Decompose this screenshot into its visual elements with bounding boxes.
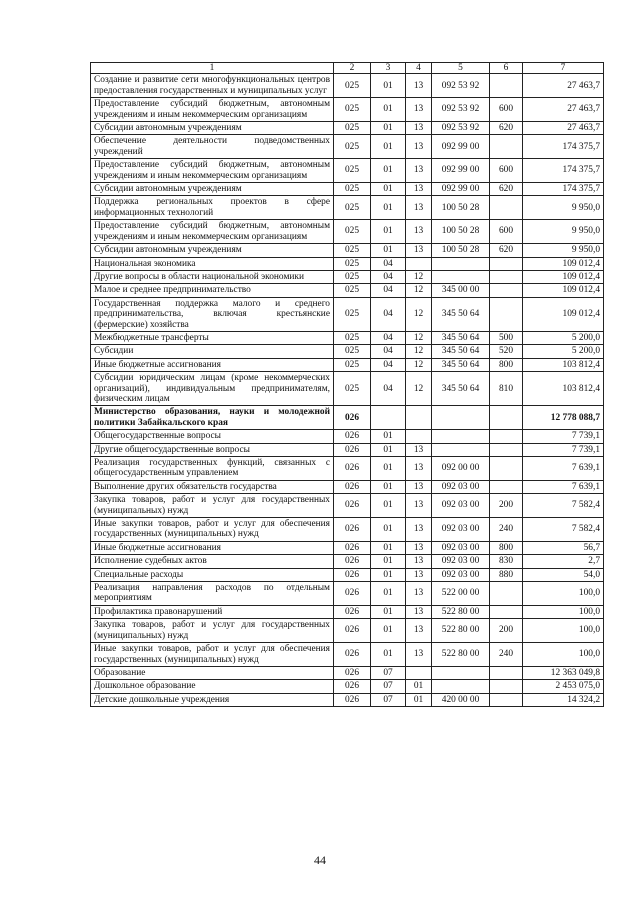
row-amount-cell: 174 375,7 bbox=[523, 159, 604, 183]
row-section-cell: 01 bbox=[371, 443, 406, 456]
row-name-cell: Субсидии автономным учреждениям bbox=[91, 122, 334, 135]
row-name-cell: Профилактика правонарушений bbox=[91, 605, 334, 618]
row-amount-cell: 27 463,7 bbox=[523, 74, 604, 98]
row-amount-cell: 54,0 bbox=[523, 568, 604, 581]
row-expense-type-cell bbox=[490, 74, 523, 98]
row-amount-cell: 100,0 bbox=[523, 643, 604, 667]
table-row bbox=[91, 159, 604, 183]
row-section-cell: 07 bbox=[371, 680, 406, 693]
row-expense-type-cell bbox=[490, 284, 523, 297]
row-code-cell: 026 bbox=[334, 568, 371, 581]
table-row bbox=[91, 443, 604, 456]
row-section-cell: 01 bbox=[371, 244, 406, 257]
row-amount-cell: 100,0 bbox=[523, 605, 604, 618]
row-subsection-cell: 12 bbox=[406, 270, 432, 283]
row-target-article-cell bbox=[432, 666, 490, 679]
row-amount-cell: 12 363 049,8 bbox=[523, 666, 604, 679]
row-amount-cell: 27 463,7 bbox=[523, 122, 604, 135]
table-row bbox=[91, 122, 604, 135]
row-expense-type-cell bbox=[490, 680, 523, 693]
table-row bbox=[91, 257, 604, 270]
row-target-article-cell: 522 80 00 bbox=[432, 619, 490, 643]
row-amount-cell: 2 453 075,0 bbox=[523, 680, 604, 693]
row-target-article-cell: 092 53 92 bbox=[432, 74, 490, 98]
row-target-article-cell bbox=[432, 406, 490, 430]
row-amount-cell: 7 582,4 bbox=[523, 494, 604, 518]
row-code-cell: 025 bbox=[334, 159, 371, 183]
row-amount-cell: 9 950,0 bbox=[523, 244, 604, 257]
row-name-cell: Иные закупки товаров, работ и услуг для обеспечения государственных (муниципальных) нужд bbox=[91, 643, 334, 667]
row-expense-type-cell: 200 bbox=[490, 494, 523, 518]
row-target-article-cell bbox=[432, 443, 490, 456]
row-code-cell: 025 bbox=[334, 297, 371, 331]
row-section-cell: 04 bbox=[371, 284, 406, 297]
table-row bbox=[91, 693, 604, 706]
table-row bbox=[91, 494, 604, 518]
row-code-cell: 025 bbox=[334, 98, 371, 122]
row-subsection-cell bbox=[406, 406, 432, 430]
row-amount-cell: 103 812,4 bbox=[523, 358, 604, 371]
row-target-article-cell: 345 00 00 bbox=[432, 284, 490, 297]
row-subsection-cell: 13 bbox=[406, 518, 432, 542]
row-subsection-cell: 01 bbox=[406, 693, 432, 706]
row-target-article-cell: 522 80 00 bbox=[432, 605, 490, 618]
row-section-cell: 01 bbox=[371, 480, 406, 493]
row-subsection-cell: 01 bbox=[406, 680, 432, 693]
row-subsection-cell: 13 bbox=[406, 244, 432, 257]
row-expense-type-cell bbox=[490, 270, 523, 283]
row-target-article-cell: 092 00 00 bbox=[432, 457, 490, 481]
table-row bbox=[91, 555, 604, 568]
table-row bbox=[91, 666, 604, 679]
row-subsection-cell: 13 bbox=[406, 98, 432, 122]
row-code-cell: 026 bbox=[334, 693, 371, 706]
table-row bbox=[91, 541, 604, 554]
row-amount-cell: 7 639,1 bbox=[523, 480, 604, 493]
table-row bbox=[91, 582, 604, 606]
row-target-article-cell: 092 53 92 bbox=[432, 98, 490, 122]
row-name-cell: Закупка товаров, работ и услуг для государственных (муниципальных) нужд bbox=[91, 494, 334, 518]
row-name-cell: Межбюджетные трансферты bbox=[91, 331, 334, 344]
table-row bbox=[91, 480, 604, 493]
row-target-article-cell: 420 00 00 bbox=[432, 693, 490, 706]
table-row bbox=[91, 406, 604, 430]
row-section-cell: 01 bbox=[371, 74, 406, 98]
row-section-cell: 01 bbox=[371, 582, 406, 606]
row-amount-cell: 174 375,7 bbox=[523, 135, 604, 159]
row-expense-type-cell: 600 bbox=[490, 159, 523, 183]
row-name-cell: Предоставление субсидий бюджетным, автономным учреждениям и иным некоммерческим организациям bbox=[91, 98, 334, 122]
row-target-article-cell: 092 03 00 bbox=[432, 555, 490, 568]
table-row bbox=[91, 331, 604, 344]
row-amount-cell: 109 012,4 bbox=[523, 270, 604, 283]
row-amount-cell: 100,0 bbox=[523, 582, 604, 606]
row-amount-cell: 103 812,4 bbox=[523, 372, 604, 406]
row-name-cell: Субсидии автономным учреждениям bbox=[91, 244, 334, 257]
row-name-cell: Создание и развитие сети многофункциональных центров предоставления государственных и муниципальных услуг bbox=[91, 74, 334, 98]
table-body bbox=[91, 63, 604, 707]
table-row bbox=[91, 74, 604, 98]
row-target-article-cell: 345 50 64 bbox=[432, 345, 490, 358]
row-amount-cell: 109 012,4 bbox=[523, 297, 604, 331]
row-section-cell: 01 bbox=[371, 98, 406, 122]
row-name-cell: Государственная поддержка малого и среднего предпринимательства, включая крестьянские (фермерские) хозяйства bbox=[91, 297, 334, 331]
row-name-cell: Общегосударственные вопросы bbox=[91, 430, 334, 443]
row-subsection-cell: 13 bbox=[406, 74, 432, 98]
row-name-cell: Детские дошкольные учреждения bbox=[91, 693, 334, 706]
row-code-cell: 025 bbox=[334, 284, 371, 297]
row-code-cell: 025 bbox=[334, 372, 371, 406]
row-expense-type-cell bbox=[490, 135, 523, 159]
table-row bbox=[91, 643, 604, 667]
row-code-cell: 026 bbox=[334, 480, 371, 493]
row-expense-type-cell: 880 bbox=[490, 568, 523, 581]
row-subsection-cell: 13 bbox=[406, 619, 432, 643]
table-row bbox=[91, 619, 604, 643]
row-code-cell: 026 bbox=[334, 443, 371, 456]
row-amount-cell: 109 012,4 bbox=[523, 284, 604, 297]
row-code-cell: 025 bbox=[334, 345, 371, 358]
row-expense-type-cell: 500 bbox=[490, 331, 523, 344]
row-subsection-cell: 13 bbox=[406, 122, 432, 135]
row-section-cell: 04 bbox=[371, 345, 406, 358]
row-expense-type-cell bbox=[490, 443, 523, 456]
row-name-cell: Иные бюджетные ассигнования bbox=[91, 358, 334, 371]
row-name-cell: Субсидии bbox=[91, 345, 334, 358]
header-col-3: 3 bbox=[371, 63, 406, 74]
row-section-cell: 01 bbox=[371, 430, 406, 443]
table-row bbox=[91, 372, 604, 406]
row-code-cell: 026 bbox=[334, 643, 371, 667]
row-target-article-cell: 345 50 64 bbox=[432, 372, 490, 406]
page-number: 44 bbox=[314, 853, 326, 867]
row-expense-type-cell: 620 bbox=[490, 122, 523, 135]
row-target-article-cell: 345 50 64 bbox=[432, 297, 490, 331]
header-col-1: 1 bbox=[91, 63, 334, 74]
row-target-article-cell bbox=[432, 270, 490, 283]
row-code-cell: 025 bbox=[334, 183, 371, 196]
row-name-cell: Обеспечение деятельности подведомственных учреждений bbox=[91, 135, 334, 159]
row-amount-cell: 174 375,7 bbox=[523, 183, 604, 196]
row-name-cell: Национальная экономика bbox=[91, 257, 334, 270]
row-target-article-cell: 092 03 00 bbox=[432, 541, 490, 554]
table-row bbox=[91, 430, 604, 443]
row-section-cell: 01 bbox=[371, 494, 406, 518]
row-section-cell: 01 bbox=[371, 541, 406, 554]
row-name-cell: Малое и среднее предпринимательство bbox=[91, 284, 334, 297]
row-name-cell: Специальные расходы bbox=[91, 568, 334, 581]
row-code-cell: 026 bbox=[334, 541, 371, 554]
row-section-cell: 01 bbox=[371, 122, 406, 135]
row-target-article-cell bbox=[432, 257, 490, 270]
row-section-cell: 04 bbox=[371, 270, 406, 283]
row-name-cell: Иные бюджетные ассигнования bbox=[91, 541, 334, 554]
row-subsection-cell: 13 bbox=[406, 159, 432, 183]
row-subsection-cell: 13 bbox=[406, 135, 432, 159]
row-code-cell: 025 bbox=[334, 196, 371, 220]
table-row bbox=[91, 284, 604, 297]
row-section-cell: 01 bbox=[371, 555, 406, 568]
table-row bbox=[91, 680, 604, 693]
row-subsection-cell bbox=[406, 257, 432, 270]
row-amount-cell: 9 950,0 bbox=[523, 220, 604, 244]
row-amount-cell: 5 200,0 bbox=[523, 331, 604, 344]
row-code-cell: 026 bbox=[334, 680, 371, 693]
row-name-cell: Закупка товаров, работ и услуг для государственных (муниципальных) нужд bbox=[91, 619, 334, 643]
table-row bbox=[91, 244, 604, 257]
row-expense-type-cell bbox=[490, 257, 523, 270]
row-expense-type-cell bbox=[490, 582, 523, 606]
table-row bbox=[91, 605, 604, 618]
row-target-article-cell: 092 03 00 bbox=[432, 568, 490, 581]
row-section-cell: 01 bbox=[371, 619, 406, 643]
row-code-cell: 026 bbox=[334, 619, 371, 643]
table-row bbox=[91, 183, 604, 196]
row-subsection-cell: 12 bbox=[406, 331, 432, 344]
row-target-article-cell: 092 03 00 bbox=[432, 480, 490, 493]
row-amount-cell: 56,7 bbox=[523, 541, 604, 554]
row-amount-cell: 5 200,0 bbox=[523, 345, 604, 358]
row-target-article-cell: 100 50 28 bbox=[432, 244, 490, 257]
row-amount-cell: 109 012,4 bbox=[523, 257, 604, 270]
row-section-cell: 01 bbox=[371, 183, 406, 196]
row-section-cell: 01 bbox=[371, 605, 406, 618]
row-subsection-cell: 13 bbox=[406, 457, 432, 481]
row-name-cell: Предоставление субсидий бюджетным, автономным учреждениям и иным некоммерческим организациям bbox=[91, 220, 334, 244]
row-expense-type-cell: 620 bbox=[490, 244, 523, 257]
table-row bbox=[91, 358, 604, 371]
row-subsection-cell: 13 bbox=[406, 196, 432, 220]
table-row bbox=[91, 457, 604, 481]
row-target-article-cell: 100 50 28 bbox=[432, 220, 490, 244]
row-amount-cell: 14 324,2 bbox=[523, 693, 604, 706]
row-amount-cell: 2,7 bbox=[523, 555, 604, 568]
row-subsection-cell bbox=[406, 666, 432, 679]
row-section-cell: 01 bbox=[371, 643, 406, 667]
row-expense-type-cell bbox=[490, 457, 523, 481]
row-code-cell: 025 bbox=[334, 135, 371, 159]
row-subsection-cell: 13 bbox=[406, 541, 432, 554]
row-amount-cell: 27 463,7 bbox=[523, 98, 604, 122]
row-expense-type-cell: 520 bbox=[490, 345, 523, 358]
row-subsection-cell: 12 bbox=[406, 345, 432, 358]
row-section-cell: 01 bbox=[371, 457, 406, 481]
row-target-article-cell: 092 99 00 bbox=[432, 159, 490, 183]
row-subsection-cell: 12 bbox=[406, 358, 432, 371]
row-name-cell: Реализация направления расходов по отдельным мероприятиям bbox=[91, 582, 334, 606]
row-section-cell: 01 bbox=[371, 135, 406, 159]
row-expense-type-cell bbox=[490, 406, 523, 430]
row-subsection-cell: 13 bbox=[406, 568, 432, 581]
row-code-cell: 026 bbox=[334, 582, 371, 606]
row-code-cell: 026 bbox=[334, 555, 371, 568]
row-expense-type-cell: 600 bbox=[490, 98, 523, 122]
row-subsection-cell: 12 bbox=[406, 372, 432, 406]
row-subsection-cell: 12 bbox=[406, 297, 432, 331]
table-row bbox=[91, 297, 604, 331]
table-row bbox=[91, 568, 604, 581]
row-expense-type-cell: 200 bbox=[490, 619, 523, 643]
row-expense-type-cell bbox=[490, 480, 523, 493]
row-expense-type-cell: 600 bbox=[490, 220, 523, 244]
row-target-article-cell bbox=[432, 430, 490, 443]
table-row bbox=[91, 98, 604, 122]
row-code-cell: 026 bbox=[334, 666, 371, 679]
row-subsection-cell: 13 bbox=[406, 480, 432, 493]
budget-table bbox=[90, 62, 604, 707]
row-section-cell: 07 bbox=[371, 666, 406, 679]
table-row bbox=[91, 345, 604, 358]
row-section-cell: 01 bbox=[371, 196, 406, 220]
row-section-cell: 04 bbox=[371, 358, 406, 371]
row-expense-type-cell: 240 bbox=[490, 643, 523, 667]
header-col-4: 4 bbox=[406, 63, 432, 74]
row-expense-type-cell: 800 bbox=[490, 358, 523, 371]
row-target-article-cell: 092 53 92 bbox=[432, 122, 490, 135]
row-subsection-cell: 13 bbox=[406, 183, 432, 196]
row-amount-cell: 100,0 bbox=[523, 619, 604, 643]
row-code-cell: 026 bbox=[334, 605, 371, 618]
row-code-cell: 025 bbox=[334, 74, 371, 98]
table-row bbox=[91, 220, 604, 244]
table-row bbox=[91, 135, 604, 159]
header-col-5: 5 bbox=[432, 63, 490, 74]
row-amount-cell: 7 739,1 bbox=[523, 430, 604, 443]
row-section-cell bbox=[371, 406, 406, 430]
row-subsection-cell: 13 bbox=[406, 494, 432, 518]
row-expense-type-cell: 830 bbox=[490, 555, 523, 568]
row-section-cell: 01 bbox=[371, 568, 406, 581]
row-target-article-cell: 092 99 00 bbox=[432, 183, 490, 196]
row-amount-cell: 7 639,1 bbox=[523, 457, 604, 481]
row-target-article-cell: 092 03 00 bbox=[432, 518, 490, 542]
row-name-cell: Другие вопросы в области национальной экономики bbox=[91, 270, 334, 283]
header-col-2: 2 bbox=[334, 63, 371, 74]
header-col-6: 6 bbox=[490, 63, 523, 74]
row-target-article-cell: 092 99 00 bbox=[432, 135, 490, 159]
row-code-cell: 025 bbox=[334, 358, 371, 371]
row-name-cell: Реализация государственных функций, связанных с общегосударственным управлением bbox=[91, 457, 334, 481]
row-code-cell: 026 bbox=[334, 457, 371, 481]
row-name-cell: Выполнение других обязательств государства bbox=[91, 480, 334, 493]
row-section-cell: 04 bbox=[371, 297, 406, 331]
row-expense-type-cell bbox=[490, 297, 523, 331]
row-expense-type-cell: 620 bbox=[490, 183, 523, 196]
row-expense-type-cell bbox=[490, 666, 523, 679]
row-subsection-cell: 13 bbox=[406, 582, 432, 606]
row-amount-cell: 12 778 088,7 bbox=[523, 406, 604, 430]
row-code-cell: 025 bbox=[334, 270, 371, 283]
row-code-cell: 025 bbox=[334, 122, 371, 135]
row-name-cell: Другие общегосударственные вопросы bbox=[91, 443, 334, 456]
row-section-cell: 01 bbox=[371, 159, 406, 183]
row-subsection-cell: 13 bbox=[406, 555, 432, 568]
row-code-cell: 026 bbox=[334, 430, 371, 443]
row-target-article-cell: 092 03 00 bbox=[432, 494, 490, 518]
row-name-cell: Исполнение судебных актов bbox=[91, 555, 334, 568]
row-expense-type-cell bbox=[490, 430, 523, 443]
row-subsection-cell: 12 bbox=[406, 284, 432, 297]
row-section-cell: 01 bbox=[371, 518, 406, 542]
row-section-cell: 04 bbox=[371, 257, 406, 270]
row-expense-type-cell bbox=[490, 693, 523, 706]
row-target-article-cell: 100 50 28 bbox=[432, 196, 490, 220]
row-code-cell: 025 bbox=[334, 244, 371, 257]
row-subsection-cell: 13 bbox=[406, 443, 432, 456]
row-subsection-cell: 13 bbox=[406, 220, 432, 244]
row-subsection-cell bbox=[406, 430, 432, 443]
row-expense-type-cell: 800 bbox=[490, 541, 523, 554]
table-row bbox=[91, 196, 604, 220]
table-row bbox=[91, 518, 604, 542]
row-code-cell: 026 bbox=[334, 494, 371, 518]
row-code-cell: 025 bbox=[334, 257, 371, 270]
row-expense-type-cell: 240 bbox=[490, 518, 523, 542]
row-amount-cell: 7 739,1 bbox=[523, 443, 604, 456]
row-amount-cell: 9 950,0 bbox=[523, 196, 604, 220]
row-code-cell: 026 bbox=[334, 518, 371, 542]
row-name-cell: Дошкольное образование bbox=[91, 680, 334, 693]
header-col-7: 7 bbox=[523, 63, 604, 74]
row-name-cell: Субсидии юридическим лицам (кроме некоммерческих организаций), индивидуальным предпринимателям, физическим лицам bbox=[91, 372, 334, 406]
row-expense-type-cell bbox=[490, 605, 523, 618]
row-target-article-cell: 345 50 64 bbox=[432, 331, 490, 344]
row-name-cell: Иные закупки товаров, работ и услуг для обеспечения государственных (муниципальных) нужд bbox=[91, 518, 334, 542]
row-section-cell: 04 bbox=[371, 372, 406, 406]
row-name-cell: Министерство образования, науки и молодежной политики Забайкальского края bbox=[91, 406, 334, 430]
row-name-cell: Предоставление субсидий бюджетным, автономным учреждениям и иным некоммерческим организациям bbox=[91, 159, 334, 183]
row-amount-cell: 7 582,4 bbox=[523, 518, 604, 542]
row-target-article-cell bbox=[432, 680, 490, 693]
table-header-row bbox=[91, 63, 604, 74]
row-name-cell: Образование bbox=[91, 666, 334, 679]
row-target-article-cell: 522 00 00 bbox=[432, 582, 490, 606]
row-section-cell: 04 bbox=[371, 331, 406, 344]
row-subsection-cell: 13 bbox=[406, 605, 432, 618]
table-row bbox=[91, 270, 604, 283]
row-name-cell: Субсидии автономным учреждениям bbox=[91, 183, 334, 196]
row-code-cell: 026 bbox=[334, 406, 371, 430]
row-code-cell: 025 bbox=[334, 331, 371, 344]
row-target-article-cell: 345 50 64 bbox=[432, 358, 490, 371]
row-expense-type-cell: 810 bbox=[490, 372, 523, 406]
row-target-article-cell: 522 80 00 bbox=[432, 643, 490, 667]
row-subsection-cell: 13 bbox=[406, 643, 432, 667]
row-name-cell: Поддержка региональных проектов в сфере информационных технологий bbox=[91, 196, 334, 220]
row-expense-type-cell bbox=[490, 196, 523, 220]
row-code-cell: 025 bbox=[334, 220, 371, 244]
row-section-cell: 07 bbox=[371, 693, 406, 706]
row-section-cell: 01 bbox=[371, 220, 406, 244]
